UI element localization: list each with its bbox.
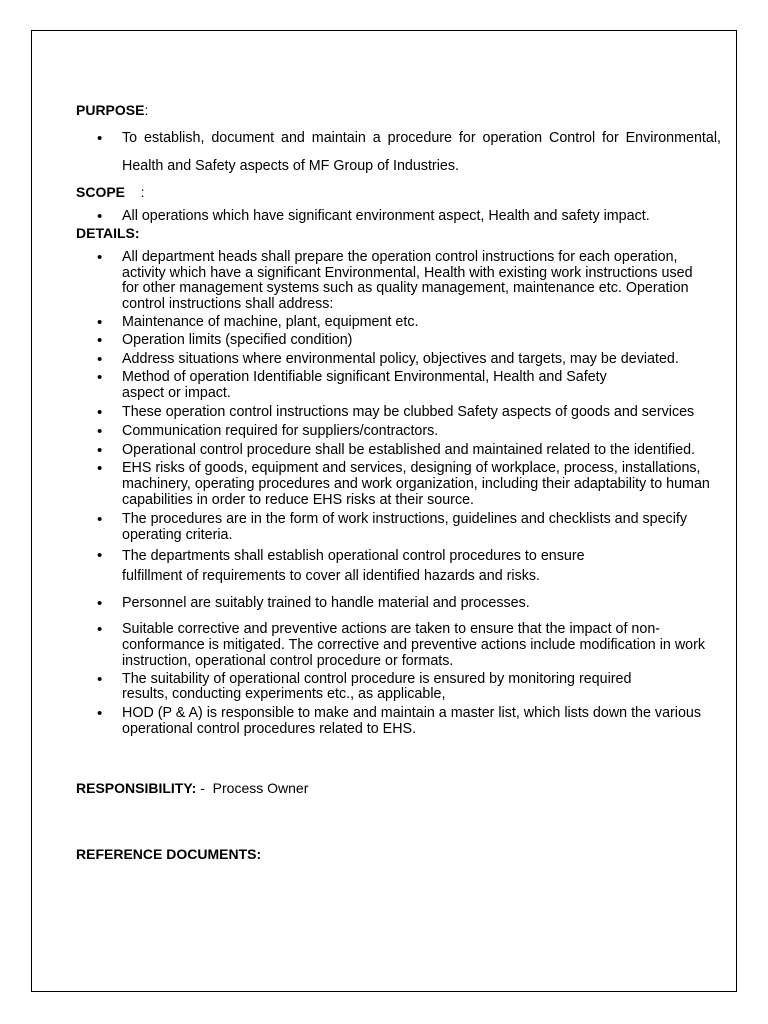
reference-heading: REFERENCE DOCUMENTS: xyxy=(76,845,262,862)
details-list xyxy=(76,250,721,738)
responsibility-heading: RESPONSIBILITY: xyxy=(76,779,197,796)
purpose-heading: PURPOSE: xyxy=(76,102,149,118)
details-heading: DETAILS: xyxy=(76,224,140,241)
list-item: • The procedures are in the form of work instructions, guidelines and checklists and specify operating criteria. xyxy=(76,512,721,544)
list-item: • All operations which have significant environment aspect, Health and safety impact. xyxy=(76,209,721,225)
list-item: • To establish, document and maintain a procedure for operation Control for Environmental, Health and Safety aspects of MF Group of Industries. xyxy=(76,125,721,180)
list-item: • Maintenance of machine, plant, equipment etc. xyxy=(76,315,721,331)
list-item: • The suitability of operational control procedure is ensured by monitoring required results, conducting experiments etc., as applicable, xyxy=(76,672,721,704)
responsibility-line: RESPONSIBILITY: - Process Owner xyxy=(76,779,309,796)
document-body xyxy=(76,102,721,863)
list-item: • Communication required for suppliers/contractors. xyxy=(76,424,721,440)
list-item: • Personnel are suitably trained to handle material and processes. xyxy=(76,596,721,612)
scope-heading: SCOPE : xyxy=(76,184,145,200)
list-item: • Method of operation Identifiable significant Environmental, Health and Safety aspect or impact. xyxy=(76,370,721,402)
list-item: • All department heads shall prepare the operation control instructions for each operation, activity which have a significant Environmental, Health with existing work instructions used for other management systems such as quality management, maintenance etc. Operation control instructions shall address: xyxy=(76,250,721,313)
list-item: • The departments shall establish operational control procedures to ensure fulfillment of requirements to cover all identified hazards and risks. xyxy=(76,546,721,586)
purpose-list xyxy=(76,125,721,180)
list-item xyxy=(76,461,721,508)
list-item: • Operational control procedure shall be established and maintained related to the identified. xyxy=(76,443,721,459)
list-item: • HOD (P & A) is responsible to make and maintain a master list, which lists down the various operational control procedures related to EHS. xyxy=(76,706,721,738)
responsibility-value: Process Owner xyxy=(208,779,309,796)
scope-list xyxy=(76,209,721,225)
list-item: • Operation limits (specified condition) xyxy=(76,333,721,349)
list-item: • These operation control instructions may be clubbed Safety aspects of goods and services xyxy=(76,405,721,421)
list-item: • Suitable corrective and preventive actions are taken to ensure that the impact of non-conformance is mitigated. The corrective and preventive actions include modification in work instruction, operational control procedure or formats. xyxy=(76,622,721,669)
list-item-text: EHS risks of goods, equipment and services, designing of workplace, process, installations, machinery, operating procedures and work organization, including their adaptability to human capabilities in order to reduce EHS risks at their source. xyxy=(122,460,710,508)
list-item: • Address situations where environmental policy, objectives and targets, may be deviated. xyxy=(76,352,721,368)
